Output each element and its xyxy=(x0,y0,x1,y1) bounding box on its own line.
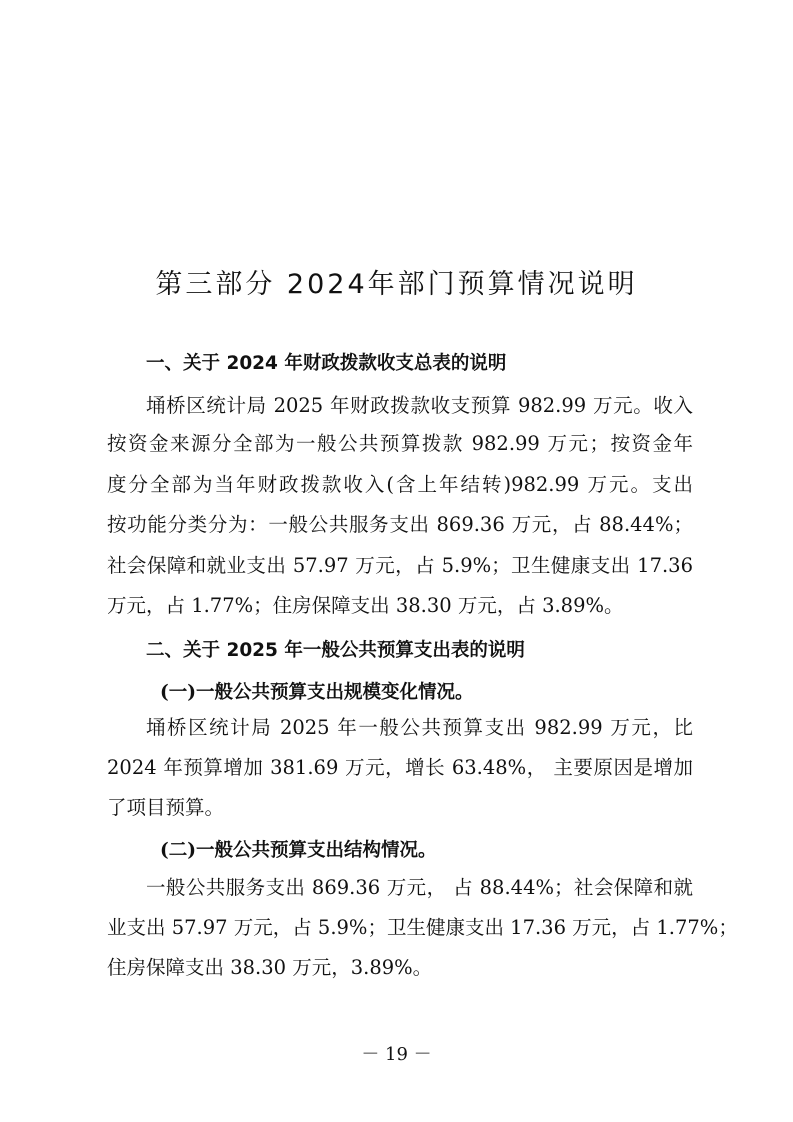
subsection-2-line-2: 业支出 57.97 万元，占 5.9%；卫生健康支出 17.36 万元，占 1.77%； xyxy=(107,916,738,939)
subsection-1-line-3: 了项目预算。 xyxy=(107,796,225,819)
section-1-line-3: 度分全部为当年财政拨款收入(含上年结转)982.99 万元。支出 xyxy=(107,473,693,496)
subsection-2-line-1: 一般公共服务支出 869.36 万元， 占 88.44%；社会保障和就 xyxy=(146,876,693,899)
subsection-1-heading: (一)一般公共预算支出规模变化情况。 xyxy=(160,682,474,703)
section-1-line-6: 万元，占 1.77%；住房保障支出 38.30 万元，占 3.89%。 xyxy=(107,594,624,617)
subsection-2-line-3: 住房保障支出 38.30 万元，3.89%。 xyxy=(107,956,433,979)
page-title: 第三部分 2024年部门预算情况说明 xyxy=(155,269,638,300)
subsection-2-heading: (二)一般公共预算支出结构情况。 xyxy=(160,840,437,861)
subsection-1-line-1: 埇桥区统计局 2025 年一般公共预算支出 982.99 万元，比 xyxy=(146,716,693,739)
page-number: － 19 － xyxy=(361,1044,432,1065)
section-1-line-2: 按资金来源分全部为一般公共预算拨款 982.99 万元；按资金年 xyxy=(107,432,693,455)
section-1-heading: 一、关于 2024 年财政拨款收支总表的说明 xyxy=(146,353,507,374)
section-1-line-5: 社会保障和就业支出 57.97 万元，占 5.9%；卫生健康支出 17.36 xyxy=(107,554,693,577)
section-1-line-1: 埇桥区统计局 2025 年财政拨款收支预算 982.99 万元。收入 xyxy=(146,394,693,417)
section-2-heading: 二、关于 2025 年一般公共预算支出表的说明 xyxy=(146,640,525,661)
section-1-line-4: 按功能分类分为：一般公共服务支出 869.36 万元，占 88.44%； xyxy=(107,513,693,536)
subsection-1-line-2: 2024 年预算增加 381.69 万元，增长 63.48%， 主要原因是增加 xyxy=(107,756,693,779)
